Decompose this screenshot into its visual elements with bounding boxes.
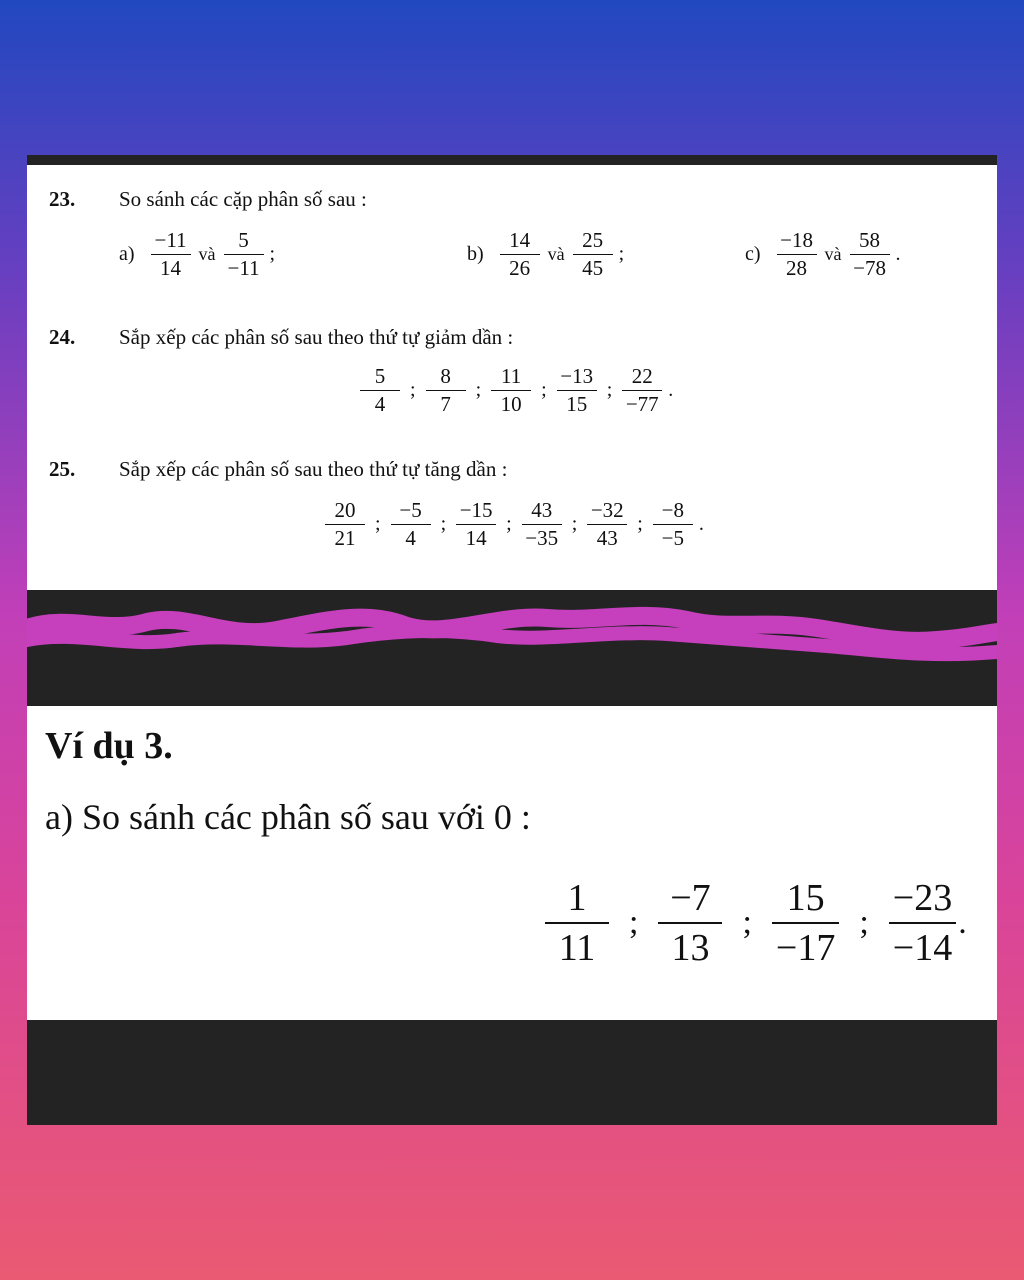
textbook-excerpt-bottom [27,706,997,1020]
example-part-a-text: a) So sánh các phân số sau với 0 : [45,797,531,837]
fraction: $\frac{43}{-35}$ [522,497,562,552]
fraction: $\frac{14}{26}$ [500,227,540,282]
conjunction: và [824,244,842,264]
fraction: $\frac{20}{21}$ [325,497,365,552]
part-label: a) [119,243,135,265]
textbook-excerpt-top [27,155,997,590]
torn-edge-scribble [27,600,997,680]
fraction: $\frac{15}{-17}$ [772,874,839,972]
fraction: $\frac{11}{10}$ [491,363,531,418]
problem-23-part-a: a) $\frac{-11}{14}$ và $\frac{5}{-11}$ ; [119,228,276,280]
example-fractions: $\frac{1}{11}$ ; $\frac{-7}{13}$ ; $\frac{15}{-17}$ ; $\frac{-23}{-14}$ . [545,874,967,972]
problem-25-fractions: $\frac{20}{21}$ ; $\frac{-5}{4}$ ; $\frac{-15}{14}$ ; $\frac{43}{-35}$ ; $\frac{-32}{43}$ ; $\frac{-8}{-5}$ . [325,497,704,552]
fraction: $\frac{1}{11}$ [545,874,609,972]
fraction: $\frac{25}{45}$ [573,227,613,282]
fraction: $\frac{-15}{14}$ [456,497,496,552]
fraction: $\frac{5}{-11}$ [224,227,264,282]
fraction: $\frac{-11}{14}$ [151,227,191,282]
part-label: b) [467,243,484,265]
fraction: $\frac{-32}{43}$ [587,497,627,552]
dark-footer-band [27,1020,997,1125]
fraction: $\frac{-7}{13}$ [658,874,722,972]
fraction: $\frac{-5}{4}$ [391,497,431,552]
fraction: $\frac{-23}{-14}$ [889,874,956,972]
problem-23-text: So sánh các cặp phân số sau : [119,187,367,211]
problem-23-part-c: c) $\frac{-18}{28}$ và $\frac{58}{-78}$ . [745,228,901,280]
fraction: $\frac{22}{-77}$ [622,363,662,418]
problem-24-fractions: $\frac{5}{4}$ ; $\frac{8}{7}$ ; $\frac{11}{10}$ ; $\frac{-13}{15}$ ; $\frac{22}{-77}$ . [360,363,673,418]
fraction: $\frac{-13}{15}$ [557,363,597,418]
problem-25-number: 25. [49,457,76,481]
conjunction: và [198,244,216,264]
part-label: c) [745,243,761,265]
fraction: $\frac{8}{7}$ [426,363,466,418]
problem-23-part-b: b) $\frac{14}{26}$ và $\frac{25}{45}$ ; [467,228,625,280]
problem-25-text: Sắp xếp các phân số sau theo thứ tự tăng dần : [119,457,508,481]
conjunction: và [547,244,565,264]
problem-23-number: 23. [49,187,76,211]
fraction: $\frac{-8}{-5}$ [653,497,693,552]
fraction: $\frac{5}{4}$ [360,363,400,418]
fraction: $\frac{-18}{28}$ [777,227,817,282]
example-title: Ví dụ 3. [45,725,173,767]
problem-24-text: Sắp xếp các phân số sau theo thứ tự giảm dần : [119,325,514,349]
problem-24-number: 24. [49,325,76,349]
fraction: $\frac{58}{-78}$ [850,227,890,282]
